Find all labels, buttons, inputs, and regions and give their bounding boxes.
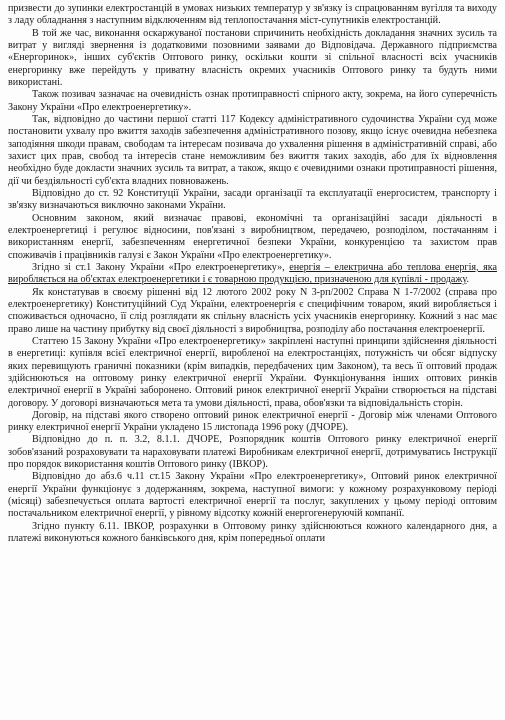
- paragraph-text: Як констатував в своєму рішенні від 12 лютого 2002 року N 3-рп/2002 Справа N 1-7/2002 (справа про електроенергетику) Конституційний Суд України, електроенергія є специфічним товаром, який виробляється і споживається одночасно, її слід розглядати як спільну власність усіх учасників енергоринку. Кожний з нас має право лише на частину прибутку від своєї діяльності з виробництва, розподілу або постачання електроенергії.: [8, 286, 497, 335]
- paragraph-p06: [8, 213, 497, 262]
- document-body: [8, 3, 497, 545]
- paragraph-text: .: [466, 274, 469, 286]
- paragraph-p12: [8, 471, 497, 520]
- paragraph-p10: [8, 410, 497, 435]
- paragraph-text: В той же час, виконання оскаржуваної постанови спричинить необхідність докладання значних зусиль та витрат у вигляді звернення із додатковими позовними заявами до Відповідача. Державного підприємства «Енергоринок», інших суб'єктів Оптового ринку, оскільки кошти зі спільної власності всіх учасників енергоринку вже перейдуть у приватну власність окремих учасників Оптового ринку та будуть ними використані.: [8, 27, 497, 88]
- paragraph-text: Відповідно до ст. 92 Конституції України, засади організації та експлуатації енергосистем, транспорту і зв'язку визначаються виключно законами України.: [8, 187, 497, 212]
- paragraph-p08: [8, 287, 497, 336]
- paragraph-text: Договір, на підставі якого створено оптовий ринок електричної енергії - Договір між членами Оптового ринку електричної енергії України укладено 15 листопада 1996 року (ДЧОРЕ).: [8, 409, 497, 434]
- underlined-text: енергія – електрична або теплова енергія, яка виробляється на об'єктах електроенергетики і є товарною продукцією, призначеною для купівлі - продажу: [8, 261, 497, 286]
- paragraph-p04: [8, 114, 497, 188]
- paragraph-p09: [8, 336, 497, 410]
- paragraph-p11: [8, 434, 497, 471]
- paragraph-p13: [8, 521, 497, 546]
- paragraph-p02: [8, 28, 497, 90]
- paragraph-text: Статтею 15 Закону України «Про електроенергетику» закріплені наступні принципи здійснення діяльності в енергетиці: купівля всієї електричної енергії, виробленої на електростанціях, потужність чи обсяг відпуску яких перевищують граничні показники (крім випадків, передбачених цим Законом), та весь її оптовий продаж здійснюються на оптовому ринку електричної енергії України. Функціонування інших оптових ринків електричної енергії в Україні заборонено. Оптовий ринок електричної енергії України створюється на підставі договору. У договорі визначаються мета та умови діяльності, права, обов'язки та відповідальність сторін.: [8, 335, 497, 409]
- paragraph-p01: [8, 3, 497, 28]
- paragraph-text: Згідно пункту 6.11. ІВКОР, розрахунки в Оптовому ринку здійснюються кожного календарного дня, а платежі виконуються кожного банківського дня, крім попередньої оплати: [8, 520, 497, 545]
- paragraph-text: Відповідно до п. п. 3.2, 8.1.1. ДЧОРЕ, Розпорядник коштів Оптового ринку електричної енергії зобов'язаний розраховувати та нараховувати платежі Виробникам електричної енергії, дотримуватись Інструкції про порядок використання коштів Оптового ринку (ІВКОР).: [8, 434, 497, 471]
- paragraph-p07: [8, 262, 497, 287]
- paragraph-text: Відповідно до абз.6 ч.11 ст.15 Закону України «Про електроенергетику», Оптовий ринок електричної енергії України функціонує з додержанням, зокрема, наступної вимоги: у кожному розрахунковому періоді (місяці) забезпечується оплата вартості електричної енергії та послуг, закуплених у цьому періоді оптовим постачальником електричної енергії, у рівному відсотку кожній енергогенеруючій компанії.: [8, 471, 497, 520]
- paragraph-text: призвести до зупинки електростанцій в умовах низьких температур у зв'язку із спрацюванням вугілля та виходу з ладу обладнання з наступним відключенням від теплопостачання міст-супутників електростанцій.: [8, 3, 497, 27]
- paragraph-text: Також позивач зазначає на очевидність ознак протиправності спірного акту, зокрема, на його суперечність Закону України «Про електроенергетику».: [8, 89, 497, 113]
- paragraph-text: Так, відповідно до частини першої статті 117 Кодексу адміністративного судочинства України суд може постановити ухвалу про вжиття заходів забезпечення адміністративного позову, якщо існує очевидна небезпека заподіяння шкоди правам, свободам та інтересам позивача до ухвалення рішення в адміністративній справі, або захист цих прав, свобод та інтересів стане неможливим без вжиття таких заходів, або для їх відновлення необхідно буде докласти значних зусиль та витрат, а також, якщо є очевидними ознаки протиправності рішення, дії чи бездіяльності суб'єкта владних повноважень.: [8, 113, 497, 187]
- paragraph-p05: [8, 188, 497, 213]
- paragraph-text: Основним законом, який визначає правові, економічні та організаційні засади діяльності в електроенергетиці і регулює відносини, пов'язані з виробництвом, передачею, розподілом, постачанням і використанням енергії, забезпеченням енергетичної безпеки України, конкуренцією та захистом прав споживачів і працівників галузі є Закон України «Про електроенергетику».: [8, 212, 497, 261]
- paragraph-text: Згідно зі ст.1 Закону України «Про електроенергетику»,: [32, 261, 290, 273]
- paragraph-p03: [8, 89, 497, 114]
